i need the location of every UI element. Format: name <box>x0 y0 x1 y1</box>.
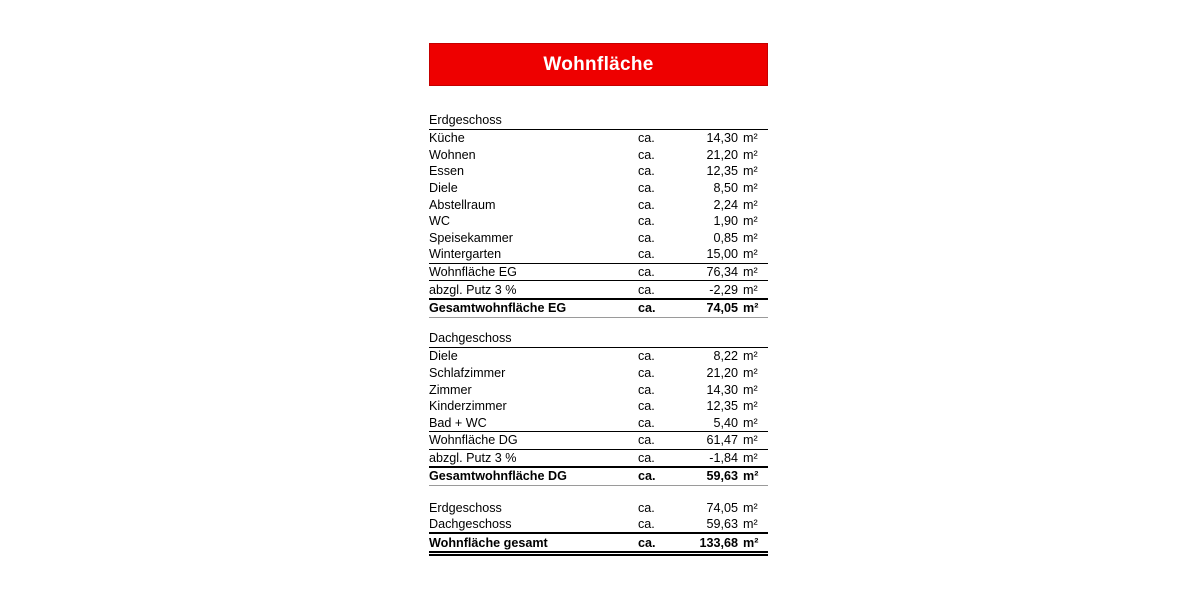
floor-section <box>429 113 768 318</box>
row-label: Abstellraum <box>429 197 496 212</box>
row-label: Diele <box>429 349 458 364</box>
row-value: -1,84 <box>709 450 738 465</box>
table-row <box>429 230 768 247</box>
row-value: 76,34 <box>706 265 738 280</box>
table-row <box>429 281 768 300</box>
row-value: 14,30 <box>706 131 738 146</box>
row-unit: m² <box>743 197 758 212</box>
row-ca-label: ca. <box>638 164 655 179</box>
row-ca-label: ca. <box>638 535 656 550</box>
row-label: Wohnfläche gesamt <box>429 535 548 550</box>
row-value: 74,05 <box>706 500 738 515</box>
row-ca-label: ca. <box>638 517 655 532</box>
row-value: 59,63 <box>706 517 738 532</box>
row-label: abzgl. Putz 3 % <box>429 450 517 465</box>
row-ca-label: ca. <box>638 382 655 397</box>
table-row <box>429 432 768 450</box>
row-label: Bad + WC <box>429 415 487 430</box>
table-row <box>429 398 768 415</box>
row-value: 1,90 <box>713 214 738 229</box>
row-ca-label: ca. <box>638 131 655 146</box>
row-label: Speisekammer <box>429 230 513 245</box>
row-ca-label: ca. <box>638 247 655 262</box>
row-ca-label: ca. <box>638 500 655 515</box>
table-row <box>429 196 768 213</box>
row-value: 14,30 <box>706 382 738 397</box>
table-row <box>429 180 768 197</box>
row-unit: m² <box>743 282 758 297</box>
floor-section <box>429 331 768 486</box>
row-unit: m² <box>743 230 758 245</box>
row-unit: m² <box>743 349 758 364</box>
row-label: Kinderzimmer <box>429 399 507 414</box>
table-row <box>429 264 768 282</box>
row-label: Zimmer <box>429 382 472 397</box>
row-value: 2,24 <box>713 197 738 212</box>
row-ca-label: ca. <box>638 282 655 297</box>
row-unit: m² <box>743 399 758 414</box>
row-ca-label: ca. <box>638 399 655 414</box>
row-label: Gesamtwohnfläche DG <box>429 469 567 484</box>
row-label: Wohnfläche DG <box>429 433 518 448</box>
table-row <box>429 163 768 180</box>
row-unit: m² <box>743 500 758 515</box>
row-value: 12,35 <box>706 164 738 179</box>
row-value: 0,85 <box>713 230 738 245</box>
row-value: 21,20 <box>706 365 738 380</box>
row-unit: m² <box>743 365 758 380</box>
table-row <box>429 213 768 230</box>
title-banner <box>429 43 768 86</box>
row-label: Schlafzimmer <box>429 365 506 380</box>
table-row <box>429 300 768 318</box>
row-unit: m² <box>743 164 758 179</box>
row-unit: m² <box>743 517 758 532</box>
row-label: Diele <box>429 181 458 196</box>
room-rows-group <box>429 130 768 264</box>
wohnflaeche-sheet <box>429 43 768 556</box>
row-ca-label: ca. <box>638 450 655 465</box>
row-unit: m² <box>743 247 758 262</box>
row-unit: m² <box>743 535 759 550</box>
row-unit: m² <box>743 265 758 280</box>
table-row <box>429 348 768 365</box>
row-ca-label: ca. <box>638 469 656 484</box>
row-label: Gesamtwohnfläche EG <box>429 301 567 316</box>
row-label: Küche <box>429 131 465 146</box>
table-row <box>429 468 768 486</box>
row-unit: m² <box>743 433 758 448</box>
room-rows-group <box>429 348 768 432</box>
row-ca-label: ca. <box>638 433 655 448</box>
row-ca-label: ca. <box>638 230 655 245</box>
row-unit: m² <box>743 469 759 484</box>
section-heading: Erdgeschoss <box>429 113 768 130</box>
row-unit: m² <box>743 147 758 162</box>
row-label: Essen <box>429 164 465 179</box>
row-ca-label: ca. <box>638 147 655 162</box>
room-rows-group <box>429 499 768 534</box>
row-label: WC <box>429 214 450 229</box>
table-row <box>429 365 768 382</box>
table-row <box>429 534 768 556</box>
row-unit: m² <box>743 301 759 316</box>
table-row <box>429 130 768 147</box>
row-label: Dachgeschoss <box>429 517 512 532</box>
table-row <box>429 450 768 469</box>
row-ca-label: ca. <box>638 415 655 430</box>
table-row <box>429 499 768 516</box>
page-title: Wohnfläche <box>543 53 654 75</box>
row-ca-label: ca. <box>638 265 655 280</box>
row-value: 61,47 <box>706 433 738 448</box>
row-ca-label: ca. <box>638 197 655 212</box>
row-label: Erdgeschoss <box>429 500 502 515</box>
row-unit: m² <box>743 214 758 229</box>
row-value: 8,22 <box>713 349 738 364</box>
row-value: 21,20 <box>706 147 738 162</box>
row-label: Wohnfläche EG <box>429 265 517 280</box>
section-heading: Dachgeschoss <box>429 331 768 348</box>
row-ca-label: ca. <box>638 365 655 380</box>
floor-section <box>429 499 768 556</box>
row-value: 74,05 <box>706 301 738 316</box>
row-value: 59,63 <box>706 469 738 484</box>
row-unit: m² <box>743 382 758 397</box>
row-ca-label: ca. <box>638 301 656 316</box>
row-value: 8,50 <box>713 181 738 196</box>
row-ca-label: ca. <box>638 181 655 196</box>
row-label: Wintergarten <box>429 247 502 262</box>
row-value: 5,40 <box>713 415 738 430</box>
row-label: abzgl. Putz 3 % <box>429 282 517 297</box>
row-ca-label: ca. <box>638 349 655 364</box>
table-row <box>429 147 768 164</box>
table-row <box>429 414 768 431</box>
row-unit: m² <box>743 181 758 196</box>
row-value: -2,29 <box>709 282 738 297</box>
row-label: Wohnen <box>429 147 476 162</box>
row-unit: m² <box>743 131 758 146</box>
row-ca-label: ca. <box>638 214 655 229</box>
area-table <box>429 113 768 556</box>
row-unit: m² <box>743 450 758 465</box>
row-unit: m² <box>743 415 758 430</box>
table-row <box>429 516 768 533</box>
table-row <box>429 246 768 263</box>
row-value: 15,00 <box>706 247 738 262</box>
table-row <box>429 381 768 398</box>
row-value: 12,35 <box>706 399 738 414</box>
row-value: 133,68 <box>699 535 738 550</box>
